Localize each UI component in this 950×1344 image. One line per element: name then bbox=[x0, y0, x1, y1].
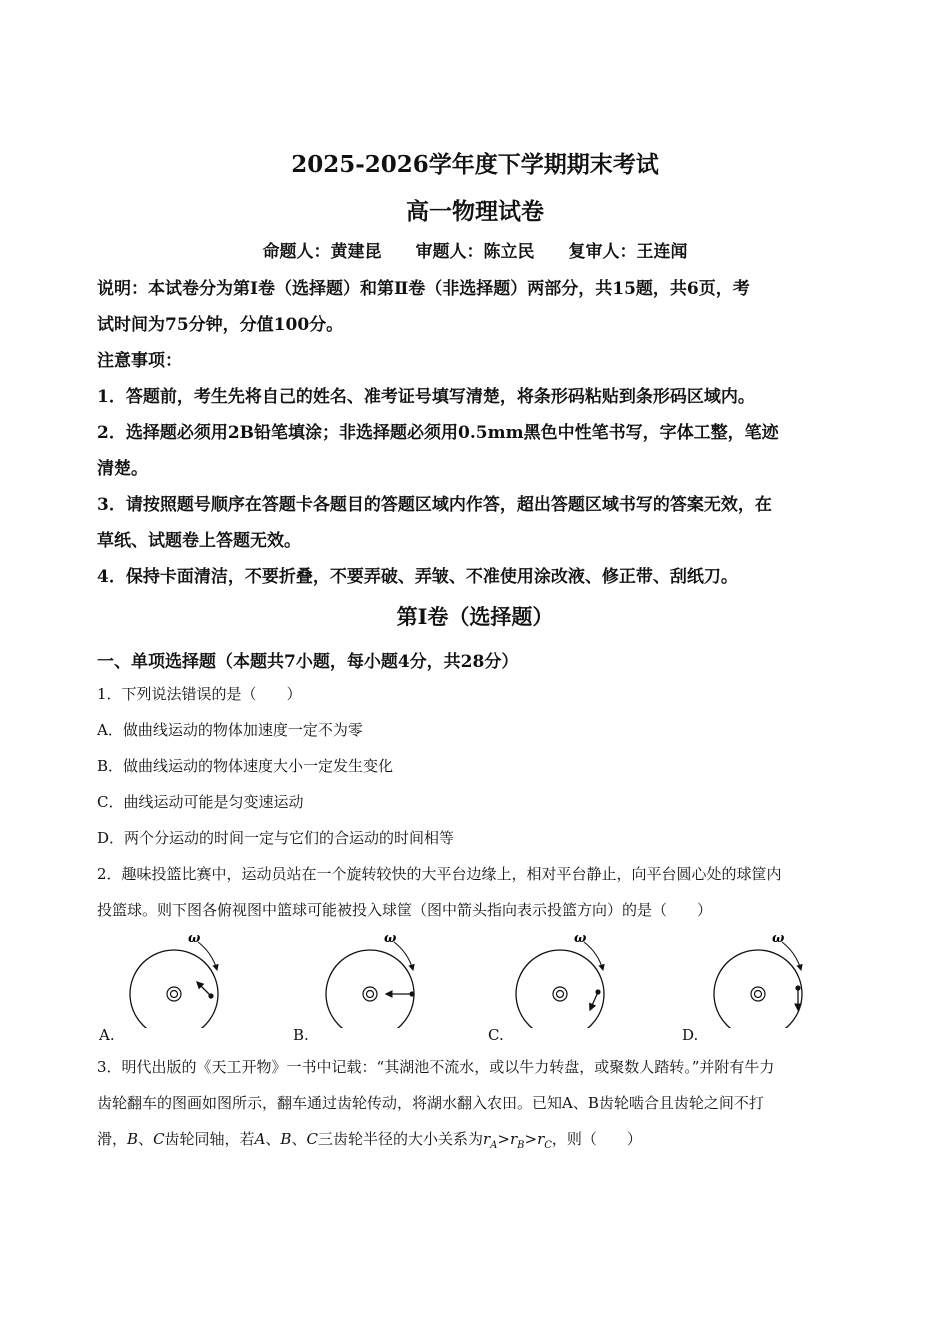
ball-dot bbox=[795, 985, 800, 990]
basket-inner bbox=[171, 991, 178, 998]
omega-label: ω bbox=[772, 931, 785, 946]
note-2-line-2: 清楚。 bbox=[97, 459, 148, 479]
author-reviewer: 审题人：陈立民 bbox=[415, 242, 535, 262]
q3-gear-a: A bbox=[254, 1130, 266, 1148]
radius-sub-c: C bbox=[544, 1140, 552, 1151]
q2-figure-b bbox=[316, 928, 426, 1028]
q2-stem-line-2: 投篮球。则下图各俯视图中篮球可能被投入球筐（图中箭头指向表示投篮方向）的是（ ） bbox=[97, 901, 713, 919]
omega-label: ω bbox=[574, 931, 587, 946]
radius-sub-a: A bbox=[490, 1140, 498, 1151]
author-line bbox=[0, 237, 950, 262]
omega-label: ω bbox=[188, 931, 201, 946]
author-setter: 命题人：黄建昆 bbox=[262, 242, 382, 262]
greater-than: > bbox=[524, 1130, 538, 1148]
q3-gear-c: C bbox=[153, 1130, 165, 1148]
q2-label-a: A. bbox=[99, 1026, 115, 1044]
q2-figure-c bbox=[506, 928, 616, 1028]
section-title: 第Ⅰ卷（选择题） bbox=[396, 604, 554, 629]
note-1: 1．答题前，考生先将自己的姓名、准考证号填写清楚，将条形码粘贴到条形码区域内。 bbox=[97, 387, 755, 407]
q1-stem: 1．下列说法错误的是（ ） bbox=[97, 685, 302, 703]
author-rechecker: 复审人：王连闻 bbox=[568, 242, 688, 262]
radius-sub-b: B bbox=[517, 1140, 525, 1151]
platform-circle bbox=[714, 950, 802, 1028]
q1-option-b: B．做曲线运动的物体速度大小一定发生变化 bbox=[97, 757, 394, 775]
q1-option-c: C．曲线运动可能是匀变速运动 bbox=[97, 793, 304, 811]
description-line-1: 说明：本试卷分为第Ⅰ卷（选择题）和第Ⅱ卷（非选择题）两部分，共15题，共6页，考 bbox=[97, 279, 750, 299]
radius-symbol: r bbox=[537, 1130, 545, 1148]
platform-circle bbox=[326, 950, 414, 1028]
throw-direction-arrow bbox=[590, 992, 598, 1010]
greater-than: > bbox=[497, 1130, 510, 1148]
part-heading: 一、单项选择题（本题共7小题，每小题4分，共28分） bbox=[97, 652, 519, 672]
radius-relation bbox=[482, 1130, 552, 1151]
basket-inner bbox=[755, 991, 762, 998]
throw-direction-arrow bbox=[197, 982, 211, 996]
q3-gear-b: B bbox=[127, 1130, 139, 1148]
q3-text: 、 bbox=[138, 1130, 154, 1148]
note-3-line-2: 草纸、试题卷上答题无效。 bbox=[97, 531, 301, 551]
radius-symbol: r bbox=[509, 1130, 518, 1148]
description-line-2: 试时间为75分钟，分值100分。 bbox=[97, 315, 344, 335]
radius-symbol: r bbox=[482, 1130, 491, 1148]
platform-circle bbox=[516, 950, 604, 1028]
notes-heading: 注意事项： bbox=[97, 351, 182, 371]
ball-dot bbox=[595, 989, 600, 994]
q2-figure-d bbox=[704, 928, 814, 1028]
q2-label-c: C. bbox=[488, 1026, 504, 1044]
basket-inner bbox=[557, 991, 564, 998]
q2-stem-line-1: 2．趣味投篮比赛中，运动员站在一个旋转较快的大平台边缘上，相对平台静止，向平台圆心处的球筐内 bbox=[97, 865, 782, 883]
q3-text: 、 bbox=[265, 1130, 281, 1148]
q3-text: 滑， bbox=[97, 1130, 128, 1148]
q3-stem-line-1: 3．明代出版的《天工开物》一书中记载：“其湖池不流水，或以牛力转盘，或聚数人踏转。”并附有牛力 bbox=[97, 1058, 775, 1076]
basket-outer bbox=[363, 987, 377, 1001]
q3-gear-c: C bbox=[306, 1130, 318, 1148]
q3-text: 、 bbox=[291, 1130, 307, 1148]
omega-label: ω bbox=[384, 931, 397, 946]
basket-outer bbox=[167, 987, 181, 1001]
q3-text: 三齿轮半径的大小关系为 bbox=[317, 1130, 483, 1148]
note-2-line-1: 2．选择题必须用2B铅笔填涂；非选择题必须用0.5mm黑色中性笔书写，字体工整，笔迹 bbox=[97, 423, 779, 443]
paper-title: 高一物理试卷 bbox=[406, 198, 544, 225]
note-4: 4．保持卡面清洁，不要折叠，不要弄破、弄皱、不准使用涂改液、修正带、刮纸刀。 bbox=[97, 567, 738, 587]
q2-figure-a bbox=[120, 928, 230, 1028]
q3-text: 齿轮同轴，若 bbox=[164, 1130, 255, 1148]
q2-label-b: B. bbox=[293, 1026, 309, 1044]
ball-dot bbox=[409, 991, 414, 996]
basket-outer bbox=[751, 987, 765, 1001]
q1-option-a: A．做曲线运动的物体加速度一定不为零 bbox=[97, 721, 363, 739]
ball-dot bbox=[208, 993, 213, 998]
q1-option-d: D．两个分运动的时间一定与它们的合运动的时间相等 bbox=[97, 829, 455, 847]
q3-stem-line-3 bbox=[97, 1128, 642, 1151]
basket-outer bbox=[553, 987, 567, 1001]
basket-inner bbox=[367, 991, 374, 998]
q2-label-d: D. bbox=[682, 1026, 699, 1044]
q3-text: ，则（ ） bbox=[551, 1130, 642, 1148]
note-3-line-1: 3．请按照题号顺序在答题卡各题目的答题区域内作答，超出答题区域书写的答案无效，在 bbox=[97, 495, 772, 515]
exam-title: 2025-2026学年度下学期期末考试 bbox=[291, 151, 659, 178]
q3-gear-b: B bbox=[280, 1130, 292, 1148]
q3-stem-line-2: 齿轮翻车的图画如图所示，翻车通过齿轮传动，将湖水翻入农田。已知A、B齿轮啮合且齿轮之间不打 bbox=[97, 1094, 764, 1112]
